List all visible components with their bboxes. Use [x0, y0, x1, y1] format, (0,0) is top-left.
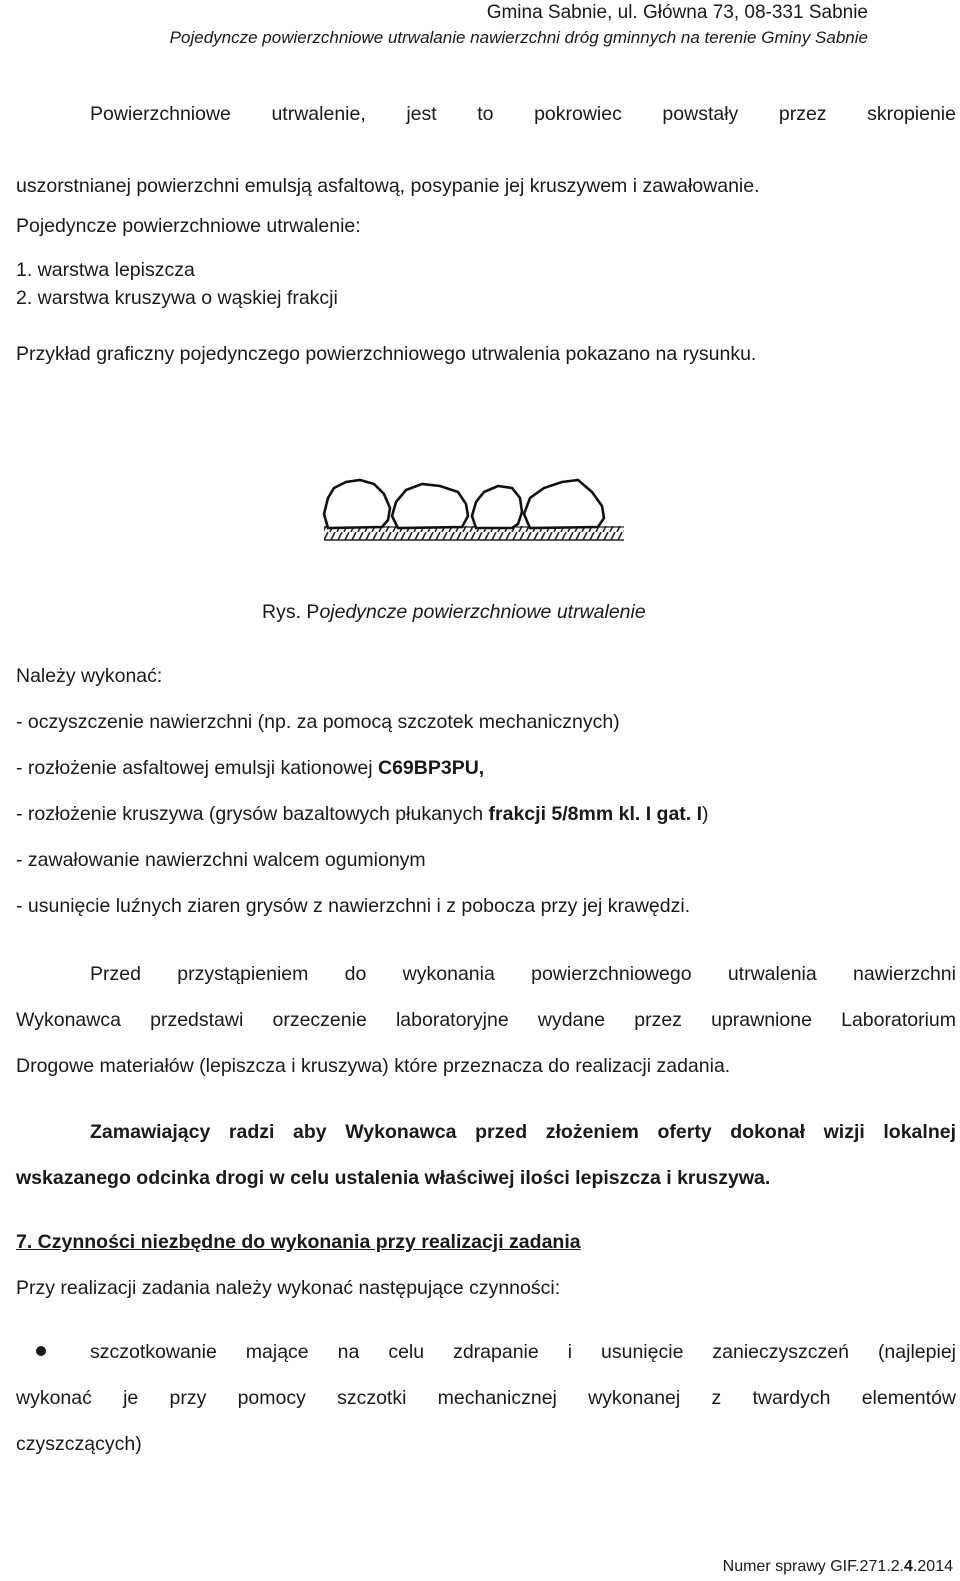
- aggregate-stone-2: [392, 484, 468, 528]
- bullet-line-2: wykonać je przy pomocy szczotki mechanicznej wykonanej z twardych elementów: [16, 1387, 956, 1409]
- page-header: [170, 0, 868, 50]
- before-line-1: Przed przystąpieniem do wykonania powierzchniowego utrwalenia nawierzchni: [90, 963, 956, 985]
- header-subtitle: Pojedyncze powierzchniowe utrwalanie nawierzchni dróg gminnych na terenie Gminy Sabnie: [169, 28, 868, 47]
- task-4: - zawałowanie nawierzchni walcem ogumionym: [16, 849, 426, 871]
- bullet-line-3: czyszczących): [16, 1433, 142, 1455]
- header-address: Gmina Sabnie, ul. Główna 73, 08-331 Sabnie: [486, 2, 868, 23]
- case-number: Numer sprawy GIF.271.2.4.2014: [722, 1558, 953, 1575]
- aggregate-stone-1: [324, 480, 390, 528]
- figure-caption: Rys. Pojedyncze powierzchniowe utrwalenie: [262, 601, 646, 623]
- surface-dressing-figure: [322, 472, 626, 548]
- client-line-1: Zamawiający radzi aby Wykonawca przed złożeniem oferty dokonał wizji lokalnej: [90, 1121, 956, 1143]
- tasks-title: Należy wykonać:: [16, 665, 163, 687]
- task-3: - rozłożenie kruszywa (grysów bazaltowych płukanych frakcji 5/8mm kl. I gat. I): [16, 803, 709, 825]
- example-text: Przykład graficzny pojedynczego powierzchniowego utrwalenia pokazano na rysunku.: [16, 343, 757, 365]
- section-7-heading: 7. Czynności niezbędne do wykonania przy realizacji zadania: [16, 1231, 581, 1253]
- section-7-intro: Przy realizacji zadania należy wykonać następujące czynności:: [16, 1277, 561, 1299]
- task-1: - oczyszczenie nawierzchni (np. za pomocą szczotek mechanicznych): [16, 711, 620, 733]
- bullet-line-1: szczotkowanie mające na celu zdrapanie i usunięcie zanieczyszczeń (najlepiej: [90, 1341, 956, 1363]
- layers-title: Pojedyncze powierzchniowe utrwalenie:: [16, 215, 361, 237]
- layer-item-2: 2. warstwa kruszywa o wąskiej frakcji: [16, 287, 338, 309]
- intro-line-2: uszorstnianej powierzchni emulsją asfaltową, posypanie jej kruszywem i zawałowanie.: [16, 175, 760, 197]
- aggregate-stone-3: [472, 486, 522, 528]
- before-line-3: Drogowe materiałów (lepiszcza i kruszywa) które przeznacza do realizacji zadania.: [16, 1055, 731, 1077]
- bullet-icon: [36, 1346, 46, 1356]
- task-5: - usunięcie luźnych ziaren grysów z nawierzchni i z pobocza przy jej krawędzi.: [16, 895, 691, 917]
- client-line-2: wskazanego odcinka drogi w celu ustalenia właściwej ilości lepiszcza i kruszywa.: [16, 1167, 771, 1189]
- intro-line-1: Powierzchniowe utrwalenie, jest to pokrowiec powstały przez skropienie: [90, 103, 956, 125]
- task-2: - rozłożenie asfaltowej emulsji kationowej C69BP3PU,: [16, 757, 485, 779]
- layer-item-1: 1. warstwa lepiszcza: [16, 259, 195, 281]
- aggregate-stone-4: [524, 480, 604, 528]
- before-line-2: Wykonawca przedstawi orzeczenie laboratoryjne wydane przez uprawnione Laboratorium: [16, 1009, 956, 1031]
- bullet-item-1: [16, 1340, 956, 1456]
